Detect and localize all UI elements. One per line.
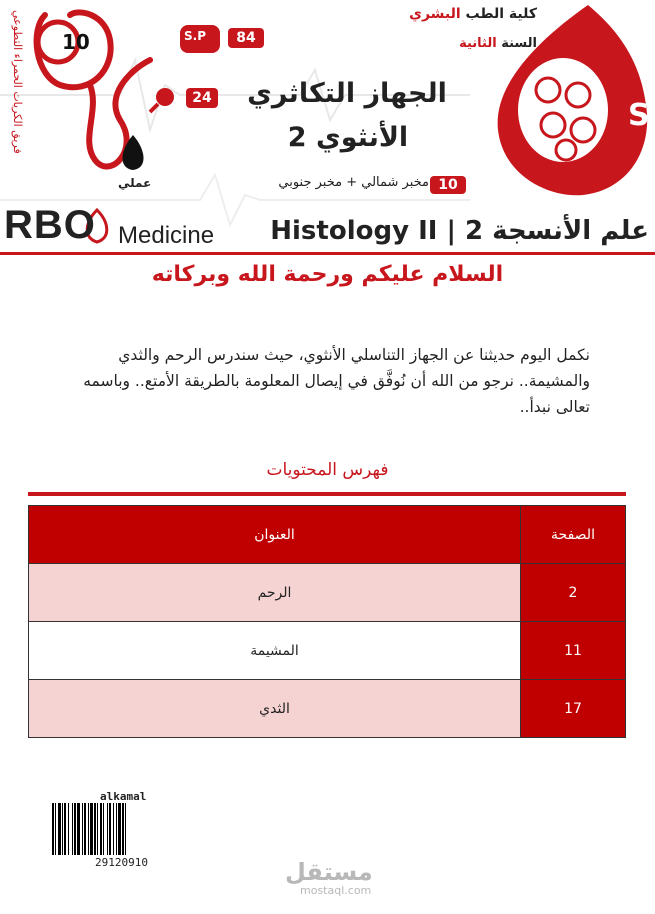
year-highlight: الثانية [459,36,497,51]
barcode-bar [100,803,102,855]
table-row[interactable] [29,564,626,622]
toc-page-number: 11 [521,622,626,680]
barcode-bar [94,803,96,855]
barcode-number: 29120910 [95,856,148,869]
lecture-title-line2: الأنثوي 2 [287,122,409,153]
barcode-bar [103,803,104,855]
barcode-bar [62,803,63,855]
barcode-bar [125,803,126,855]
intro-paragraph: نكمل اليوم حديثنا عن الجهاز التناسلي الأنثوي، حيث سندرس الرحم والثدي والمشيمة.. نرجو من الله أن نُوفَّق في إيصال المعلومة بالطريقة الأمتع.. وباسمه تعالى نبدأ.. [83,346,590,416]
barcode [52,803,190,855]
toc-entry-title[interactable]: المشيمة [29,622,521,680]
barcode-bar [90,803,93,855]
toc-title: فهرس المحتويات [266,460,389,480]
greeting: السلام عليكم ورحمة الله وبركاته [151,262,504,287]
table-row[interactable] [29,680,626,738]
barcode-bar [118,803,121,855]
barcode-bar [58,803,61,855]
barcode-bar [109,803,111,855]
sp-label: S.P [184,29,206,43]
watermark-logo: مستقل [285,858,373,886]
brand-medicine: Medicine [118,222,215,249]
practical-label: عملي [118,176,152,190]
barcode-bar [55,803,56,855]
toc-entry-title[interactable]: الثدي [29,680,521,738]
barcode-bar [97,803,98,855]
barcode-bar [107,803,108,855]
faculty-highlight: البشري [409,6,461,22]
faculty-prefix: كلية الطب [460,6,537,22]
barcode-bar [64,803,66,855]
barcode-bar [68,803,69,855]
barcode-bar [52,803,54,855]
team-vertical-label: فريق الكريات الحمراء التطوعي [11,10,24,154]
lecture-title-line1: الجهاز التكاثري [247,78,447,109]
barcode-bar [82,803,83,855]
table-row[interactable] [29,622,626,680]
toc-header-row [29,506,626,564]
toc-page-number: 2 [521,564,626,622]
toc-col-title: العنوان [29,506,521,564]
toc-col-page: الصفحة [521,506,626,564]
header-divider [0,252,655,255]
barcode-bar [84,803,86,855]
barcode-label: alkamal [100,790,147,803]
toc-table [28,505,626,738]
lab-text: مخبر شمالي + مخبر جنوبي [278,175,429,190]
barcode-bar [116,803,117,855]
toc-divider [28,492,626,496]
barcode-bar [77,803,80,855]
sp-count-badge: 84 [228,28,264,48]
barcode-bar [88,803,89,855]
stethoscope-number: 10 [62,30,90,54]
barcode-bar [74,803,76,855]
lab-count-badge: 10 [430,176,466,194]
subject-title: علم الأنسجة 2 | Histology II [270,216,649,246]
year-line [459,36,537,51]
toc-page-number: 17 [521,680,626,738]
barcode-bar [122,803,124,855]
year-prefix: السنة [496,36,537,51]
questions-count-badge: 24 [186,88,218,108]
faculty-line [409,6,537,22]
watermark-url: mostaql.com [300,884,372,897]
drop-letter: S [628,98,650,133]
brand-rbo: RBO [4,203,96,247]
barcode-bar [72,803,73,855]
magnifier-icon [156,88,174,106]
barcode-bar [113,803,114,855]
toc-entry-title[interactable]: الرحم [29,564,521,622]
